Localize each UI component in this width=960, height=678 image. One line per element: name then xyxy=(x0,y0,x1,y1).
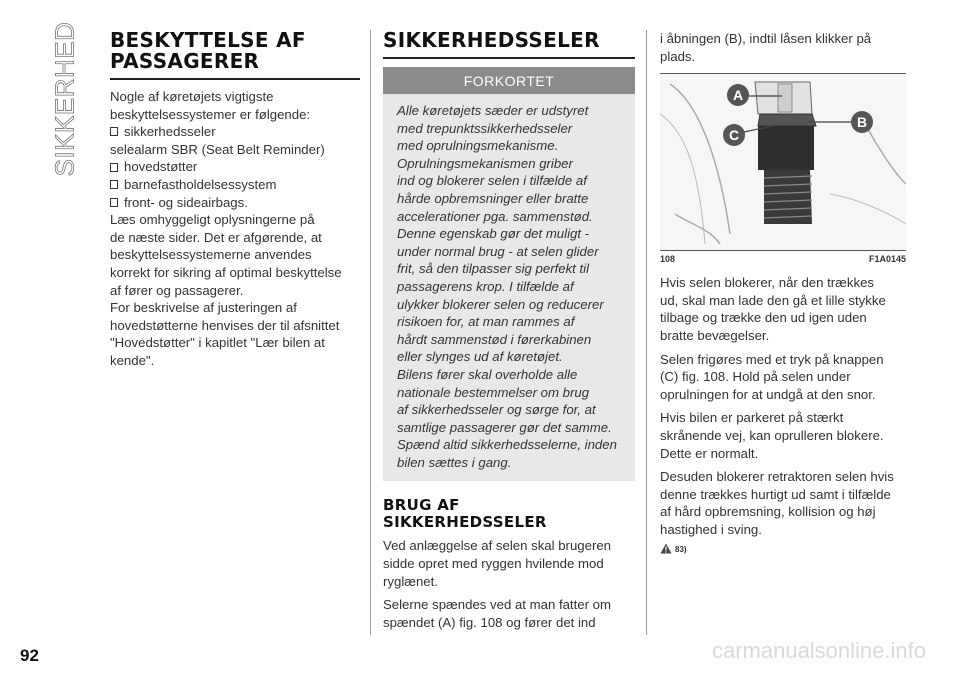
list-item-text: barnefastholdelsessystem xyxy=(124,176,277,192)
text-line: skrånende vej, kan oprulleren blokere. xyxy=(660,427,884,443)
text-line: hastighed i sving. xyxy=(660,521,762,537)
summary-line: bilen sættes i gang. xyxy=(397,454,512,470)
text-line: Læs omhyggeligt oplysningerne på xyxy=(110,212,315,228)
figure-number: 108 xyxy=(660,254,676,265)
text-line: bratte bevægelser. xyxy=(660,327,770,343)
callout-a-label: A xyxy=(732,87,744,104)
summary-line: hårdt sammenstød i førerkabinen xyxy=(397,331,592,347)
paragraph xyxy=(660,351,906,404)
column-seatbelts xyxy=(383,30,635,631)
summary-line: frit, så den tilpasser sig perfekt til xyxy=(397,261,590,277)
section-side-label: SIKKERHED xyxy=(49,21,80,177)
column-usage xyxy=(660,30,906,554)
list-item xyxy=(110,194,360,212)
section-title: SIKKERHEDSSELER xyxy=(383,28,600,52)
text-line: Selen frigøres med et tryk på knappen xyxy=(660,351,884,367)
text-line: For beskrivelse af justeringen af xyxy=(110,300,297,316)
column-divider xyxy=(646,30,647,635)
checkbox-bullet-icon xyxy=(110,198,118,207)
paragraph xyxy=(110,211,360,299)
summary-line: med trepunktssikkerhedsseler xyxy=(397,120,573,136)
watermark: carmanualsonline.info xyxy=(711,638,926,663)
summary-line: Spænd altid sikkerhedsselerne, inden xyxy=(397,437,617,453)
text-line: beskyttelsessystemerne anvendes xyxy=(110,247,312,263)
list-item xyxy=(110,158,360,176)
text-line: beskyttelsessystemer er følgende: xyxy=(110,106,311,122)
list-item xyxy=(110,176,360,194)
text-line: korrekt for sikring af optimal beskyttelse xyxy=(110,264,342,280)
paragraph xyxy=(660,468,906,538)
text-line: oprulningen for at undgå at den snor. xyxy=(660,386,876,402)
subsection-title xyxy=(383,497,635,531)
title-line: PASSAGERER xyxy=(110,49,260,73)
column-protection xyxy=(110,30,360,370)
summary-line: Denne egenskab gør det muligt - xyxy=(397,226,590,242)
text-line: Selerne spændes ved at man fatter om xyxy=(383,597,611,613)
text-line: Dette er normalt. xyxy=(660,445,759,461)
paragraph xyxy=(383,596,635,631)
text-line: kende". xyxy=(110,352,155,368)
title-line: BESKYTTELSE AF xyxy=(110,28,306,52)
list-item-text: front- og sideairbags. xyxy=(124,194,248,210)
usage-text xyxy=(660,274,906,553)
title-rule xyxy=(383,57,635,59)
text-line: denne trækkes hurtigt ud samt i tilfælde xyxy=(660,486,891,502)
intro-text xyxy=(110,88,360,123)
text-line: Hvis bilen er parkeret på stærkt xyxy=(660,410,844,426)
summary-line: med oprulningsmekanisme. xyxy=(397,138,559,154)
summary-line: af sikkerhedsseler og sørge for, at xyxy=(397,402,596,418)
text-line: spændet (A) fig. 108 og fører det ind xyxy=(383,614,596,630)
page-number: 92 xyxy=(20,646,39,665)
text-line: Hvis selen blokerer, når den trækkes xyxy=(660,275,875,291)
list-item-text: hovedstøtter xyxy=(124,159,198,175)
text-line: de næste sider. Det er afgørende, at xyxy=(110,229,322,245)
subtitle-line: BRUG AF xyxy=(383,496,460,515)
checkbox-bullet-icon xyxy=(110,127,118,136)
summary-line: nationale bestemmelser om brug xyxy=(397,384,590,400)
summary-box xyxy=(383,94,635,481)
summary-line: Alle køretøjets sæder er udstyret xyxy=(397,103,589,118)
seatbelt-buckle-figure xyxy=(660,73,906,251)
list-item xyxy=(110,141,360,159)
seatbelt-buckle-illustration xyxy=(660,74,906,250)
callout-c-label: C xyxy=(728,127,740,144)
summary-line: accelerationer pga. sammenstød. xyxy=(397,208,593,224)
text-line: tilbage og trække den ud igen uden xyxy=(660,310,867,326)
text-line: Ved anlæggelse af selen skal brugeren xyxy=(383,538,612,554)
list-item-text: selealarm SBR (Seat Belt Reminder) xyxy=(110,141,325,157)
text-line: af fører og passagerer. xyxy=(110,282,244,298)
paragraph xyxy=(660,409,906,462)
summary-line: Oprulningsmekanismen griber xyxy=(397,155,573,171)
column-divider xyxy=(370,30,371,635)
summary-box-header: FORKORTET xyxy=(383,67,635,94)
summary-line: hårde opbremsninger eller bratte xyxy=(397,190,589,206)
summary-line: samtlige passagerer gør det samme. xyxy=(397,419,612,435)
summary-line: ulykker blokerer selen og reducerer xyxy=(397,296,604,312)
text-line: ud, skal man lade den gå et lille stykke xyxy=(660,292,886,308)
summary-text xyxy=(397,102,623,471)
warning-reference[interactable] xyxy=(660,543,906,554)
section-title xyxy=(110,30,360,72)
title-rule xyxy=(110,78,360,80)
paragraph xyxy=(660,274,906,344)
warning-triangle-icon xyxy=(660,543,672,554)
text-line: sidde opret med ryggen hvilende mod xyxy=(383,556,604,572)
paragraph xyxy=(110,299,360,369)
paragraph xyxy=(660,30,906,65)
subtitle-line: SIKKERHEDSSELER xyxy=(383,513,547,532)
text-line: hovedstøtterne henvises der til afsnittet xyxy=(110,317,340,333)
text-line: af hård opbremsning, kollision og høj xyxy=(660,504,876,520)
summary-line: passagerens krop. I tilfælde af xyxy=(397,278,574,294)
summary-line: risikoen for, at man rammes af xyxy=(397,314,575,330)
figure-code: F1A0145 xyxy=(868,254,906,265)
text-line: (C) fig. 108. Hold på selen under xyxy=(660,369,851,385)
figure-caption xyxy=(660,251,906,264)
paragraph xyxy=(383,537,635,590)
text-line: "Hovedstøtter" i kapitlet "Lær bilen at xyxy=(110,335,325,351)
checkbox-bullet-icon xyxy=(110,163,118,172)
summary-line: Bilens fører skal overholde alle xyxy=(397,366,578,382)
text-line: Nogle af køretøjets vigtigste xyxy=(110,89,274,104)
text-line: i åbningen (B), indtil låsen klikker på xyxy=(660,31,872,46)
warning-ref-label: 83) xyxy=(675,544,687,554)
checkbox-bullet-icon xyxy=(110,180,118,189)
list-item xyxy=(110,123,360,141)
text-line: ryglænet. xyxy=(383,573,438,589)
summary-line: under normal brug - at selen glider xyxy=(397,243,599,259)
text-line: plads. xyxy=(660,48,696,64)
list-item-text: sikkerhedsseler xyxy=(124,124,216,140)
callout-b-label: B xyxy=(856,114,868,131)
text-line: Desuden blokerer retraktoren selen hvis xyxy=(660,469,894,485)
summary-line: ind og blokerer selen i tilfælde af xyxy=(397,173,587,189)
summary-line: eller slynges ud af køretøjet. xyxy=(397,349,563,365)
section-side-tab xyxy=(49,21,80,177)
